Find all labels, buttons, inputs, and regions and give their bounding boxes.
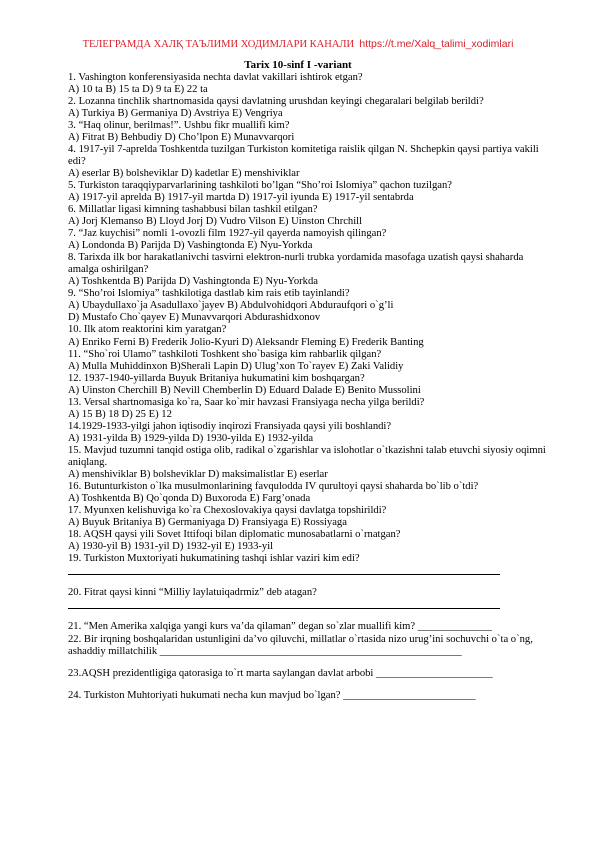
- question-line: 4. 1917-yil 7-aprelda Toshkentda tuzilgan Turkiston komitetiga raislik qilgan N. Shchepkin qaysi partiya vakili edi?: [68, 143, 539, 167]
- answer-line: A) Toshkentda B) Qo`qonda D) Buxoroda E) Farg’onada: [68, 493, 311, 505]
- answer-line: A) Fitrat B) Behbudiy D) Cho’lpon E) Munavvarqori: [68, 131, 295, 143]
- question-line: 18. AQSH qaysi yili Sovet Ittifoqi bilan diplomatic munosabatlarni o`rnatgan?: [68, 529, 401, 541]
- answer-line: A) Enriko Ferni B) Frederik Jolio-Kyuri D) Aleksandr Fleming E) Frederik Banting: [68, 336, 424, 348]
- question-line: 13. Versal shartnomasiga ko`ra, Saar ko`mir havzasi Fransiyaga necha yilga berildi?: [68, 396, 425, 408]
- question-line: 6. Millatlar ligasi kimning tashabbusi bilan tashkil etilgan?: [68, 204, 318, 216]
- banner-text: ТЕЛЕГРАМДА ХАЛҚ ТАЪЛИМИ ХОДИМЛАРИ КАНАЛИ: [82, 39, 355, 50]
- answer-line: A) menshiviklar B) bolsheviklar D) maksimalistlar E) eserlar: [68, 469, 328, 481]
- telegram-banner: [0, 38, 596, 50]
- answer-line: A) Toshkentda B) Parijda D) Vashingtonda E) Nyu-Yorkda: [68, 276, 318, 288]
- answer-line: A) Mulla Muhiddinxon B)Sherali Lapin D) Ulug’xon To`rayev E) Zaki Validiy: [68, 360, 404, 372]
- question-line: 10. Ilk atom reaktorini kim yaratgan?: [68, 324, 227, 336]
- answer-line: A) eserlar B) bolsheviklar D) kadetlar E) menshiviklar: [68, 167, 300, 179]
- answer-blank-19[interactable]: [68, 565, 556, 577]
- answer-line: D) Mustafo Cho`qayev E) Munavvarqori Abdurashidxonov: [68, 312, 321, 324]
- answer-line: A) 15 B) 18 D) 25 E) 12: [68, 408, 172, 420]
- question-line: 9. “Sho’roi Islomiya” tashkilotiga dastlab kim rais etib tayinlandi?: [68, 288, 350, 300]
- answer-line: A) Uinston Cherchill B) Nevill Chemberlin D) Eduard Dalade E) Benito Mussolini: [68, 384, 421, 396]
- question-line: 2. Lozanna tinchlik shartnomasida qaysi davlatning urushdan keyingi chegaralari belgilab berildi?: [68, 95, 484, 107]
- answer-blank-20[interactable]: [68, 599, 556, 611]
- banner-link[interactable]: https://t.me/Xalq_talimi_xodimlari: [359, 38, 514, 50]
- answer-line: A) Jorj Klemanso B) Lloyd Jorj D) Vudro Vilson E) Uinston Chrchill: [68, 216, 363, 228]
- answer-line: A) Turkiya B) Germaniya D) Avstriya E) Vengriya: [68, 107, 283, 119]
- question-line: 11. “Sho`roi Ulamo” tashkiloti Toshkent sho`basiga kim rahbarlik qilgan?: [68, 348, 382, 360]
- question-22: 22. Bir irqning boshqalaridan ustunligini da’vo qiluvchi, millatlar o`rtasida nizo urug’ini sochuvchi o`ta o`ng, ashaddiy millatchilik _________________________________________________________: [68, 633, 533, 657]
- test-questions: [68, 72, 556, 702]
- question-20: 20. Fitrat qaysi kinni “Milliy laylatuiqadrmiz” deb atagan?: [68, 587, 317, 599]
- answer-line: A) Londonda B) Parijda D) Vashingtonda E) Nyu-Yorkda: [68, 240, 313, 252]
- answer-line: A) Ubaydullaxo`ja Asadullaxo`jayev B) Abdulvohidqori Abduraufqori o`g’li: [68, 300, 394, 312]
- question-line: 5. Turkiston taraqqiyparvarlarining tashkiloti bo’lgan “Sho’roi Islomiya” qachon tuzilgan?: [68, 179, 452, 191]
- question-line: 19. Turkiston Muxtoriyati hukumatining tashqi ishlar vaziri kim edi?: [68, 553, 360, 565]
- question-line: 1. Vashington konferensiyasida nechta davlat vakillari ishtirok etgan?: [68, 71, 363, 83]
- page-title: Tarix 10-sinf I -variant: [244, 59, 352, 71]
- answer-line: A) 10 ta B) 15 ta D) 9 ta E) 22 ta: [68, 83, 208, 95]
- question-line: 7. “Jaz kuychisi” nomli 1-ovozli film 1927-yil qayerda namoyish qilingan?: [68, 228, 387, 240]
- question-24: 24. Turkiston Muhtoriyati hukumati necha kun mavjud bo`lgan? _________________________: [68, 689, 476, 701]
- question-line: 14.1929-1933-yilgi jahon iqtisodiy inqirozi Fransiyada qaysi yili boshlandi?: [68, 420, 392, 432]
- question-21: 21. “Men Amerika xalqiga yangi kurs va’da qilaman” degan so`zlar muallifi kim? ______________: [68, 621, 492, 633]
- question-line: 16. Butunturkiston o`lka musulmonlarining favqulodda IV qurultoyi qaysi shaharda bo`lib o`tdi?: [68, 481, 479, 493]
- answer-line: A) 1917-yil aprelda B) 1917-yil martda D) 1917-yil iyunda E) 1917-yil sentabrda: [68, 191, 414, 203]
- question-line: 8. Tarixda ilk bor harakatlanivchi tasvirni elektron-nurli trubka yordamida masofaga uzatish qaysi shaharda amalga oshirilgan?: [68, 252, 524, 276]
- answer-rule: [68, 574, 500, 575]
- question-23: 23.AQSH prezidentligiga qatorasiga to`rt marta saylangan davlat arbobi ______________________: [68, 667, 493, 679]
- answer-rule: [68, 608, 500, 609]
- answer-line: A) 1930-yil B) 1931-yil D) 1932-yil E) 1933-yil: [68, 541, 274, 553]
- question-line: 17. Myunxen kelishuviga ko`ra Chexoslovakiya qaysi davlatga topshirildi?: [68, 505, 387, 517]
- question-line: 3. “Haq olinur, berilmas!”. Ushbu fikr muallifi kim?: [68, 119, 290, 131]
- answer-line: A) 1931-yilda B) 1929-yilda D) 1930-yilda E) 1932-yilda: [68, 432, 314, 444]
- answer-line: A) Buyuk Britaniya B) Germaniyaga D) Fransiyaga E) Rossiyaga: [68, 517, 347, 529]
- question-line: 15. Mavjud tuzumni tanqid ostiga olib, radikal o`zgarishlar va islohotlar o`tkazishni talab etuvchi siyosiy oqimni aniqlang.: [68, 444, 546, 468]
- question-line: 12. 1937-1940-yillarda Buyuk Britaniya hukumatini kim boshqargan?: [68, 372, 365, 384]
